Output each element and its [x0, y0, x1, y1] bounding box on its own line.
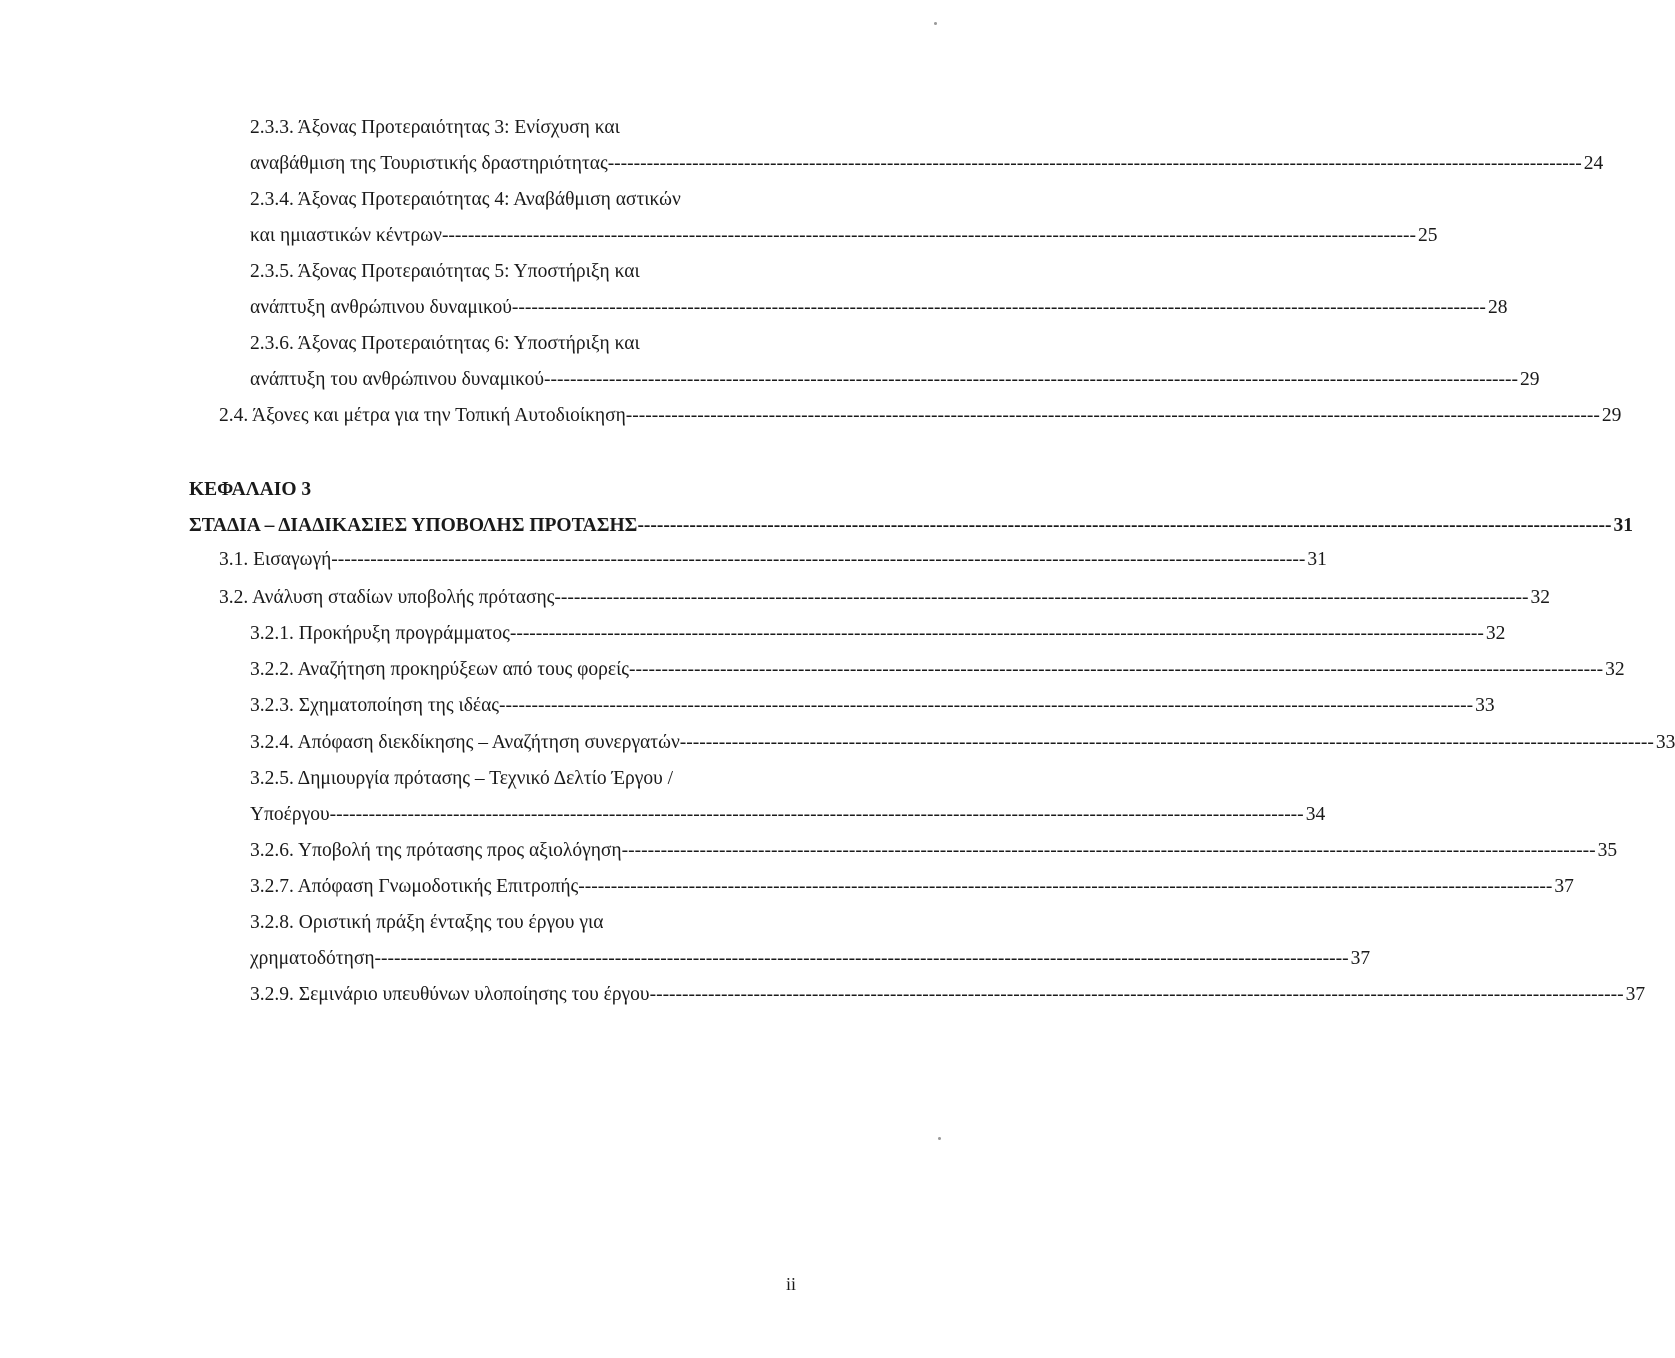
- dot-leader: ------------------------------------------------------------------------------------------------------------------------------------------------------: [629, 659, 1604, 680]
- toc-page-number: 29: [1520, 369, 1540, 390]
- toc-page-number: 34: [1305, 804, 1326, 825]
- toc-page-number: 33: [1475, 695, 1495, 716]
- dot-leader: ------------------------------------------------------------------------------------------------------------------------------------------------------: [543, 369, 1519, 390]
- toc-page-number: 31: [1307, 549, 1327, 570]
- toc-entry-title: ΣΤΑΔΙΑ – ΔΙΑΔΙΚΑΣΙΕΣ ΥΠΟΒΟΛΗΣ ΠΡΟΤΑΣΗΣ: [189, 515, 638, 536]
- toc-entry-title: 3.2.3. Σχηματοποίηση της ιδέας: [250, 695, 500, 716]
- toc-entry-title: 3.2.2. Αναζήτηση προκηρύξεων από τους φορείς: [250, 659, 630, 680]
- toc-entry-title: 2.4. Άξονες και μέτρα για την Τοπική Αυτοδιοίκηση: [219, 405, 626, 426]
- toc-page-number: 31: [1613, 515, 1633, 536]
- toc-entry-title: αναβάθμιση της Τουριστικής δραστηριότητας: [250, 153, 608, 174]
- toc-entry-title: ανάπτυξη του ανθρώπινου δυναμικού: [250, 369, 544, 390]
- toc-line-2-3-6: 2.3.6. Άξονας Προτεραιότητας 6: Υποστήριξη και: [250, 333, 640, 354]
- dot-leader: ------------------------------------------------------------------------------------------------------------------------------------------------------: [554, 587, 1529, 608]
- toc-page-number: 37: [1554, 876, 1574, 897]
- dot-leader: ------------------------------------------------------------------------------------------------------------------------------------------------------: [441, 225, 1416, 246]
- dot-leader: ------------------------------------------------------------------------------------------------------------------------------------------------------: [578, 876, 1553, 897]
- toc-entry-3-1[interactable]: [219, 548, 1327, 572]
- page-number: ii: [786, 1274, 797, 1294]
- toc-entry-3-2-4[interactable]: [250, 731, 1675, 755]
- toc-page-number: 24: [1583, 153, 1604, 174]
- toc-entry-title: και ημιαστικών κέντρων: [250, 225, 442, 246]
- toc-page-number: 32: [1530, 587, 1550, 608]
- dot-leader: ------------------------------------------------------------------------------------------------------------------------------------------------------: [637, 515, 1612, 536]
- toc-entry-title: 3.2.9. Σεμινάριο υπευθύνων υλοποίησης του έργου: [250, 984, 650, 1005]
- scan-speck: [938, 1137, 941, 1140]
- toc-page-number: 35: [1597, 840, 1618, 861]
- toc-page-number: 37: [1350, 948, 1371, 969]
- toc-page-number: 25: [1418, 225, 1438, 246]
- toc-entry-2-4[interactable]: [219, 404, 1622, 428]
- dot-leader: ------------------------------------------------------------------------------------------------------------------------------------------------------: [679, 732, 1654, 753]
- toc-entry-3-2-2[interactable]: [250, 658, 1625, 682]
- dot-leader: ------------------------------------------------------------------------------------------------------------------------------------------------------: [607, 153, 1582, 174]
- toc-page-number: 33: [1655, 732, 1675, 753]
- toc-entry-title: 3.2. Ανάλυση σταδίων υποβολής πρότασης: [219, 587, 555, 608]
- dot-leader: ------------------------------------------------------------------------------------------------------------------------------------------------------: [509, 623, 1484, 644]
- toc-page-number: 32: [1485, 623, 1506, 644]
- dot-leader: ------------------------------------------------------------------------------------------------------------------------------------------------------: [649, 984, 1624, 1005]
- toc-line-2-3-3: 2.3.3. Άξονας Προτεραιότητας 3: Ενίσχυση και: [250, 117, 620, 138]
- toc-entry-title: 3.1. Εισαγωγή: [219, 549, 332, 570]
- chapter-heading: ΚΕΦΑΛΑΙΟ 3: [189, 479, 312, 500]
- toc-entry-2-3-4[interactable]: [250, 224, 1438, 248]
- toc-page-number: 28: [1487, 297, 1508, 318]
- toc-page-number: 32: [1605, 659, 1625, 680]
- toc-line-3-2-5: 3.2.5. Δημιουργία πρότασης – Τεχνικό Δελτίο Έργου /: [250, 768, 674, 789]
- toc-page-number: 29: [1601, 405, 1622, 426]
- toc-line-3-2-8: 3.2.8. Οριστική πράξη ένταξης του έργου για: [250, 912, 604, 933]
- toc-entry-title: ανάπτυξη ανθρώπινου δυναμικού: [250, 297, 512, 318]
- toc-entry-title: 3.2.6. Υποβολή της πρότασης προς αξιολόγηση: [250, 840, 622, 861]
- toc-entry-title: 3.2.7. Απόφαση Γνωμοδοτικής Επιτροπής: [250, 876, 579, 897]
- toc-entry-3-2-1[interactable]: [250, 622, 1506, 646]
- dot-leader: ------------------------------------------------------------------------------------------------------------------------------------------------------: [625, 405, 1600, 426]
- scan-speck: [934, 22, 937, 25]
- toc-entry-title: Υποέργου: [250, 804, 330, 825]
- toc-entry-title: 3.2.1. Προκήρυξη προγράμματος: [250, 623, 510, 644]
- dot-leader: ------------------------------------------------------------------------------------------------------------------------------------------------------: [329, 804, 1304, 825]
- dot-leader: ------------------------------------------------------------------------------------------------------------------------------------------------------: [621, 840, 1596, 861]
- dot-leader: ------------------------------------------------------------------------------------------------------------------------------------------------------: [374, 948, 1349, 969]
- toc-entry-3-2-7[interactable]: [250, 875, 1574, 899]
- toc-entry-2-3-6[interactable]: [250, 368, 1540, 392]
- toc-line-2-3-5: 2.3.5. Άξονας Προτεραιότητας 5: Υποστήριξη και: [250, 261, 640, 282]
- toc-entry-3-2-6[interactable]: [250, 839, 1618, 863]
- toc-entry-2-3-3[interactable]: [250, 152, 1604, 176]
- toc-line-2-3-4: 2.3.4. Άξονας Προτεραιότητας 4: Αναβάθμιση αστικών: [250, 189, 681, 210]
- toc-entry-title: χρηματοδότηση: [250, 948, 375, 969]
- dot-leader: ------------------------------------------------------------------------------------------------------------------------------------------------------: [499, 695, 1474, 716]
- toc-entry-3-2-5[interactable]: [250, 803, 1326, 827]
- toc-entry-3-2[interactable]: [219, 586, 1550, 610]
- dot-leader: ------------------------------------------------------------------------------------------------------------------------------------------------------: [511, 297, 1486, 318]
- toc-entry-3-2-9[interactable]: [250, 983, 1646, 1007]
- dot-leader: ------------------------------------------------------------------------------------------------------------------------------------------------------: [331, 549, 1306, 570]
- toc-page-number: 37: [1625, 984, 1646, 1005]
- toc-entry-2-3-5[interactable]: [250, 296, 1508, 320]
- toc-entry-title: 3.2.4. Απόφαση διεκδίκησης – Αναζήτηση συνεργατών: [250, 732, 680, 753]
- toc-entry-3-2-8[interactable]: [250, 947, 1371, 971]
- toc-entry-3-2-3[interactable]: [250, 694, 1495, 718]
- toc-entry-chapter-3[interactable]: [189, 514, 1633, 538]
